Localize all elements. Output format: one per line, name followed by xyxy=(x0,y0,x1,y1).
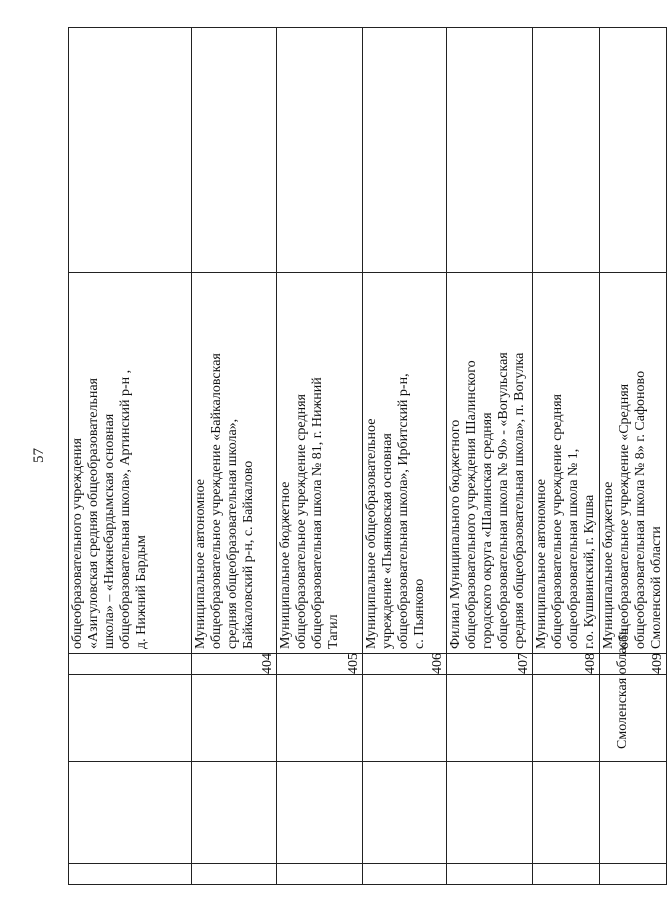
table-cell xyxy=(192,864,277,885)
institution-text: Филиал Муниципального бюджетного xyxy=(448,419,463,649)
institution-text: общеобразовательное учреждение средняя xyxy=(550,394,565,649)
row-number: 404 xyxy=(192,654,277,675)
institution-text: «Азигуловская средняя общеобразовательная xyxy=(86,378,101,649)
table-cell xyxy=(69,864,192,885)
row-number: 408 xyxy=(533,654,600,675)
table-cell xyxy=(192,762,277,864)
institution-text: общеобразовательная школа № 81, г. Нижний xyxy=(310,377,325,649)
table-cell xyxy=(533,762,600,864)
institution-text: Тагил xyxy=(326,614,341,649)
institution-text: общеобразовательная школа № 1, xyxy=(566,448,581,649)
region-cell xyxy=(192,675,277,762)
institution-cell xyxy=(192,273,277,654)
table-row xyxy=(277,28,363,885)
institution-cell xyxy=(533,273,600,654)
table-cell xyxy=(447,864,533,885)
institution-text: Байкаловский р-н, с. Байкалово xyxy=(241,460,256,649)
region-cell xyxy=(447,675,533,762)
table-cell xyxy=(277,762,363,864)
institution-text: общеобразовательная школа № 8» г. Сафоново xyxy=(633,370,648,649)
region-name: Смоленская область xyxy=(615,628,630,749)
table-cell xyxy=(533,864,600,885)
table-cell xyxy=(363,864,447,885)
table-row xyxy=(533,28,600,885)
institution-text: средняя общеобразовательная школа», п. Вогулка xyxy=(512,352,527,649)
table-cell xyxy=(192,28,277,273)
table-cell xyxy=(600,864,667,885)
institution-text: Муниципальное автономное xyxy=(534,478,549,649)
institution-text: Муниципальное бюджетное xyxy=(601,481,616,649)
institution-text: д. Нижний Бардым xyxy=(134,535,149,649)
institution-cell xyxy=(277,273,363,654)
institution-text: общеобразовательная школа», Ирбитский р-н, xyxy=(396,373,411,649)
institution-text: общеобразовательного учреждения Шалинского xyxy=(464,360,479,649)
institution-text: общеобразовательное учреждение «Средняя xyxy=(617,383,632,649)
table-cell xyxy=(363,28,447,273)
institution-text: школа» – «Нижнебардымская основная xyxy=(102,413,117,649)
institution-text: средняя общеобразовательная школа», xyxy=(225,418,240,649)
region-cell xyxy=(533,675,600,762)
table-row xyxy=(600,28,667,885)
table-cell xyxy=(277,864,363,885)
schools-table xyxy=(68,27,667,885)
institution-text: общеобразовательное учреждение «Байкаловская xyxy=(209,353,224,649)
region-cell xyxy=(69,675,192,762)
institution-text: городского округа «Шалинская средняя xyxy=(480,412,495,649)
table-cell xyxy=(447,762,533,864)
row-number: 406 xyxy=(363,654,447,675)
table-row xyxy=(447,28,533,885)
institution-text: Муниципальное бюджетное xyxy=(278,481,293,649)
institution-cell xyxy=(363,273,447,654)
table-cell xyxy=(363,762,447,864)
institution-cell xyxy=(600,273,667,654)
table-row xyxy=(69,28,192,885)
table-cell xyxy=(600,762,667,864)
institution-text: учреждение «Пьянковская основная xyxy=(380,433,395,649)
table-cell xyxy=(600,28,667,273)
institution-cell xyxy=(447,273,533,654)
table-cell xyxy=(533,28,600,273)
institution-text: с. Пьянково xyxy=(412,578,427,649)
institution-text: Смоленской области xyxy=(649,526,664,649)
institution-text: общеобразовательного учреждения xyxy=(70,438,85,649)
region-cell xyxy=(277,675,363,762)
row-number xyxy=(69,654,192,675)
table-cell xyxy=(447,28,533,273)
row-number: 407 xyxy=(447,654,533,675)
region-cell xyxy=(363,675,447,762)
table-cell xyxy=(69,28,192,273)
page-number: 57 xyxy=(31,448,47,463)
institution-text: общеобразовательная школа», Артинский р-н , xyxy=(118,369,133,649)
row-number: 405 xyxy=(277,654,363,675)
table-cell xyxy=(69,762,192,864)
institution-text: Муниципальное общеобразовательное xyxy=(364,418,379,649)
institution-text: общеобразовательная школа № 90» - «Вогульская xyxy=(496,352,511,649)
row-number: 409 xyxy=(600,654,667,675)
table-row xyxy=(363,28,447,885)
table-cell xyxy=(277,28,363,273)
table-row xyxy=(192,28,277,885)
institution-text: Муниципальное автономное xyxy=(193,478,208,649)
institution-text: г.о. Кушвинский, г. Кушва xyxy=(582,494,597,649)
document-table-rotated xyxy=(68,74,665,885)
institution-cell xyxy=(69,273,192,654)
institution-text: общеобразовательное учреждение средняя xyxy=(294,394,309,649)
